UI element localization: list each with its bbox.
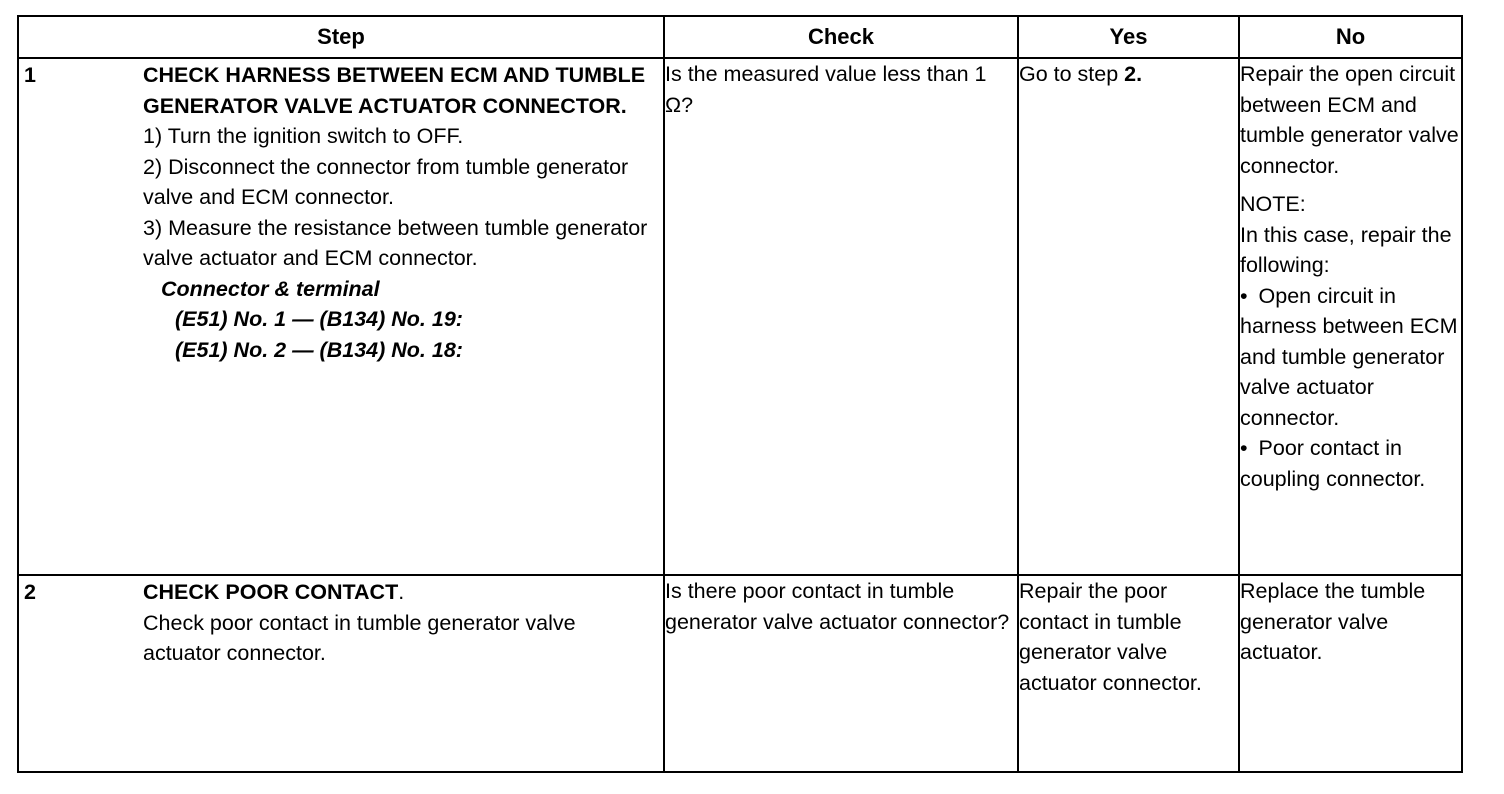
instruction: Check poor contact in tumble generator valve actuator connector. bbox=[143, 610, 576, 665]
instruction: 1) Turn the ignition switch to OFF. bbox=[143, 124, 464, 148]
note-label: NOTE: bbox=[1240, 192, 1306, 216]
step-number: 1 bbox=[24, 63, 36, 87]
header-yes: Yes bbox=[1018, 16, 1239, 58]
yes-step-ref: 2. bbox=[1124, 62, 1143, 86]
instruction: 2) Disconnect the connector from tumble generator valve and ECM connector. bbox=[143, 154, 629, 209]
yes-cell: Repair the poor contact in tumble generator valve actuator connector. bbox=[1018, 575, 1239, 772]
step-number: 2 bbox=[24, 580, 36, 604]
check-cell: Is the measured value less than 1 Ω? bbox=[664, 58, 1018, 575]
step-title: CHECK HARNESS BETWEEN ECM AND TUMBLE GENERATOR VALVE ACTUATOR CONNECTOR. bbox=[143, 63, 646, 118]
header-step: Step bbox=[18, 16, 664, 58]
header-row bbox=[18, 16, 1462, 58]
instruction: 3) Measure the resistance between tumble generator valve actuator and ECM connector. bbox=[143, 215, 648, 270]
no-cell bbox=[1239, 58, 1462, 575]
note-bullet: • Poor contact in coupling connector. bbox=[1240, 433, 1461, 494]
no-text: Repair the open circuit between ECM and tumble generator valve connector. bbox=[1240, 62, 1459, 178]
check-cell: Is there poor contact in tumble generator valve actuator connector? bbox=[664, 575, 1018, 772]
note-bullet: • Open circuit in harness between ECM and tumble generator valve actuator connector. bbox=[1240, 281, 1461, 434]
yes-cell bbox=[1018, 58, 1239, 575]
yes-text: Go to step bbox=[1019, 62, 1125, 86]
header-check: Check bbox=[664, 16, 1018, 58]
spec-title: Connector & terminal bbox=[161, 276, 380, 301]
note-text: In this case, repair the following: bbox=[1240, 222, 1452, 277]
step-cell bbox=[18, 575, 664, 772]
diagnostic-table bbox=[17, 15, 1463, 773]
header-no: No bbox=[1239, 16, 1462, 58]
step-title: CHECK POOR CONTACT bbox=[143, 580, 399, 604]
spec-line: (E51) No. 2 — (B134) No. 18: bbox=[175, 337, 463, 362]
table-row bbox=[18, 575, 1462, 772]
step-title-end: . bbox=[398, 580, 405, 604]
spec-line: (E51) No. 1 — (B134) No. 19: bbox=[175, 307, 463, 331]
table-row bbox=[18, 58, 1462, 575]
no-cell: Replace the tumble generator valve actuator. bbox=[1239, 575, 1462, 772]
step-cell bbox=[18, 58, 664, 575]
